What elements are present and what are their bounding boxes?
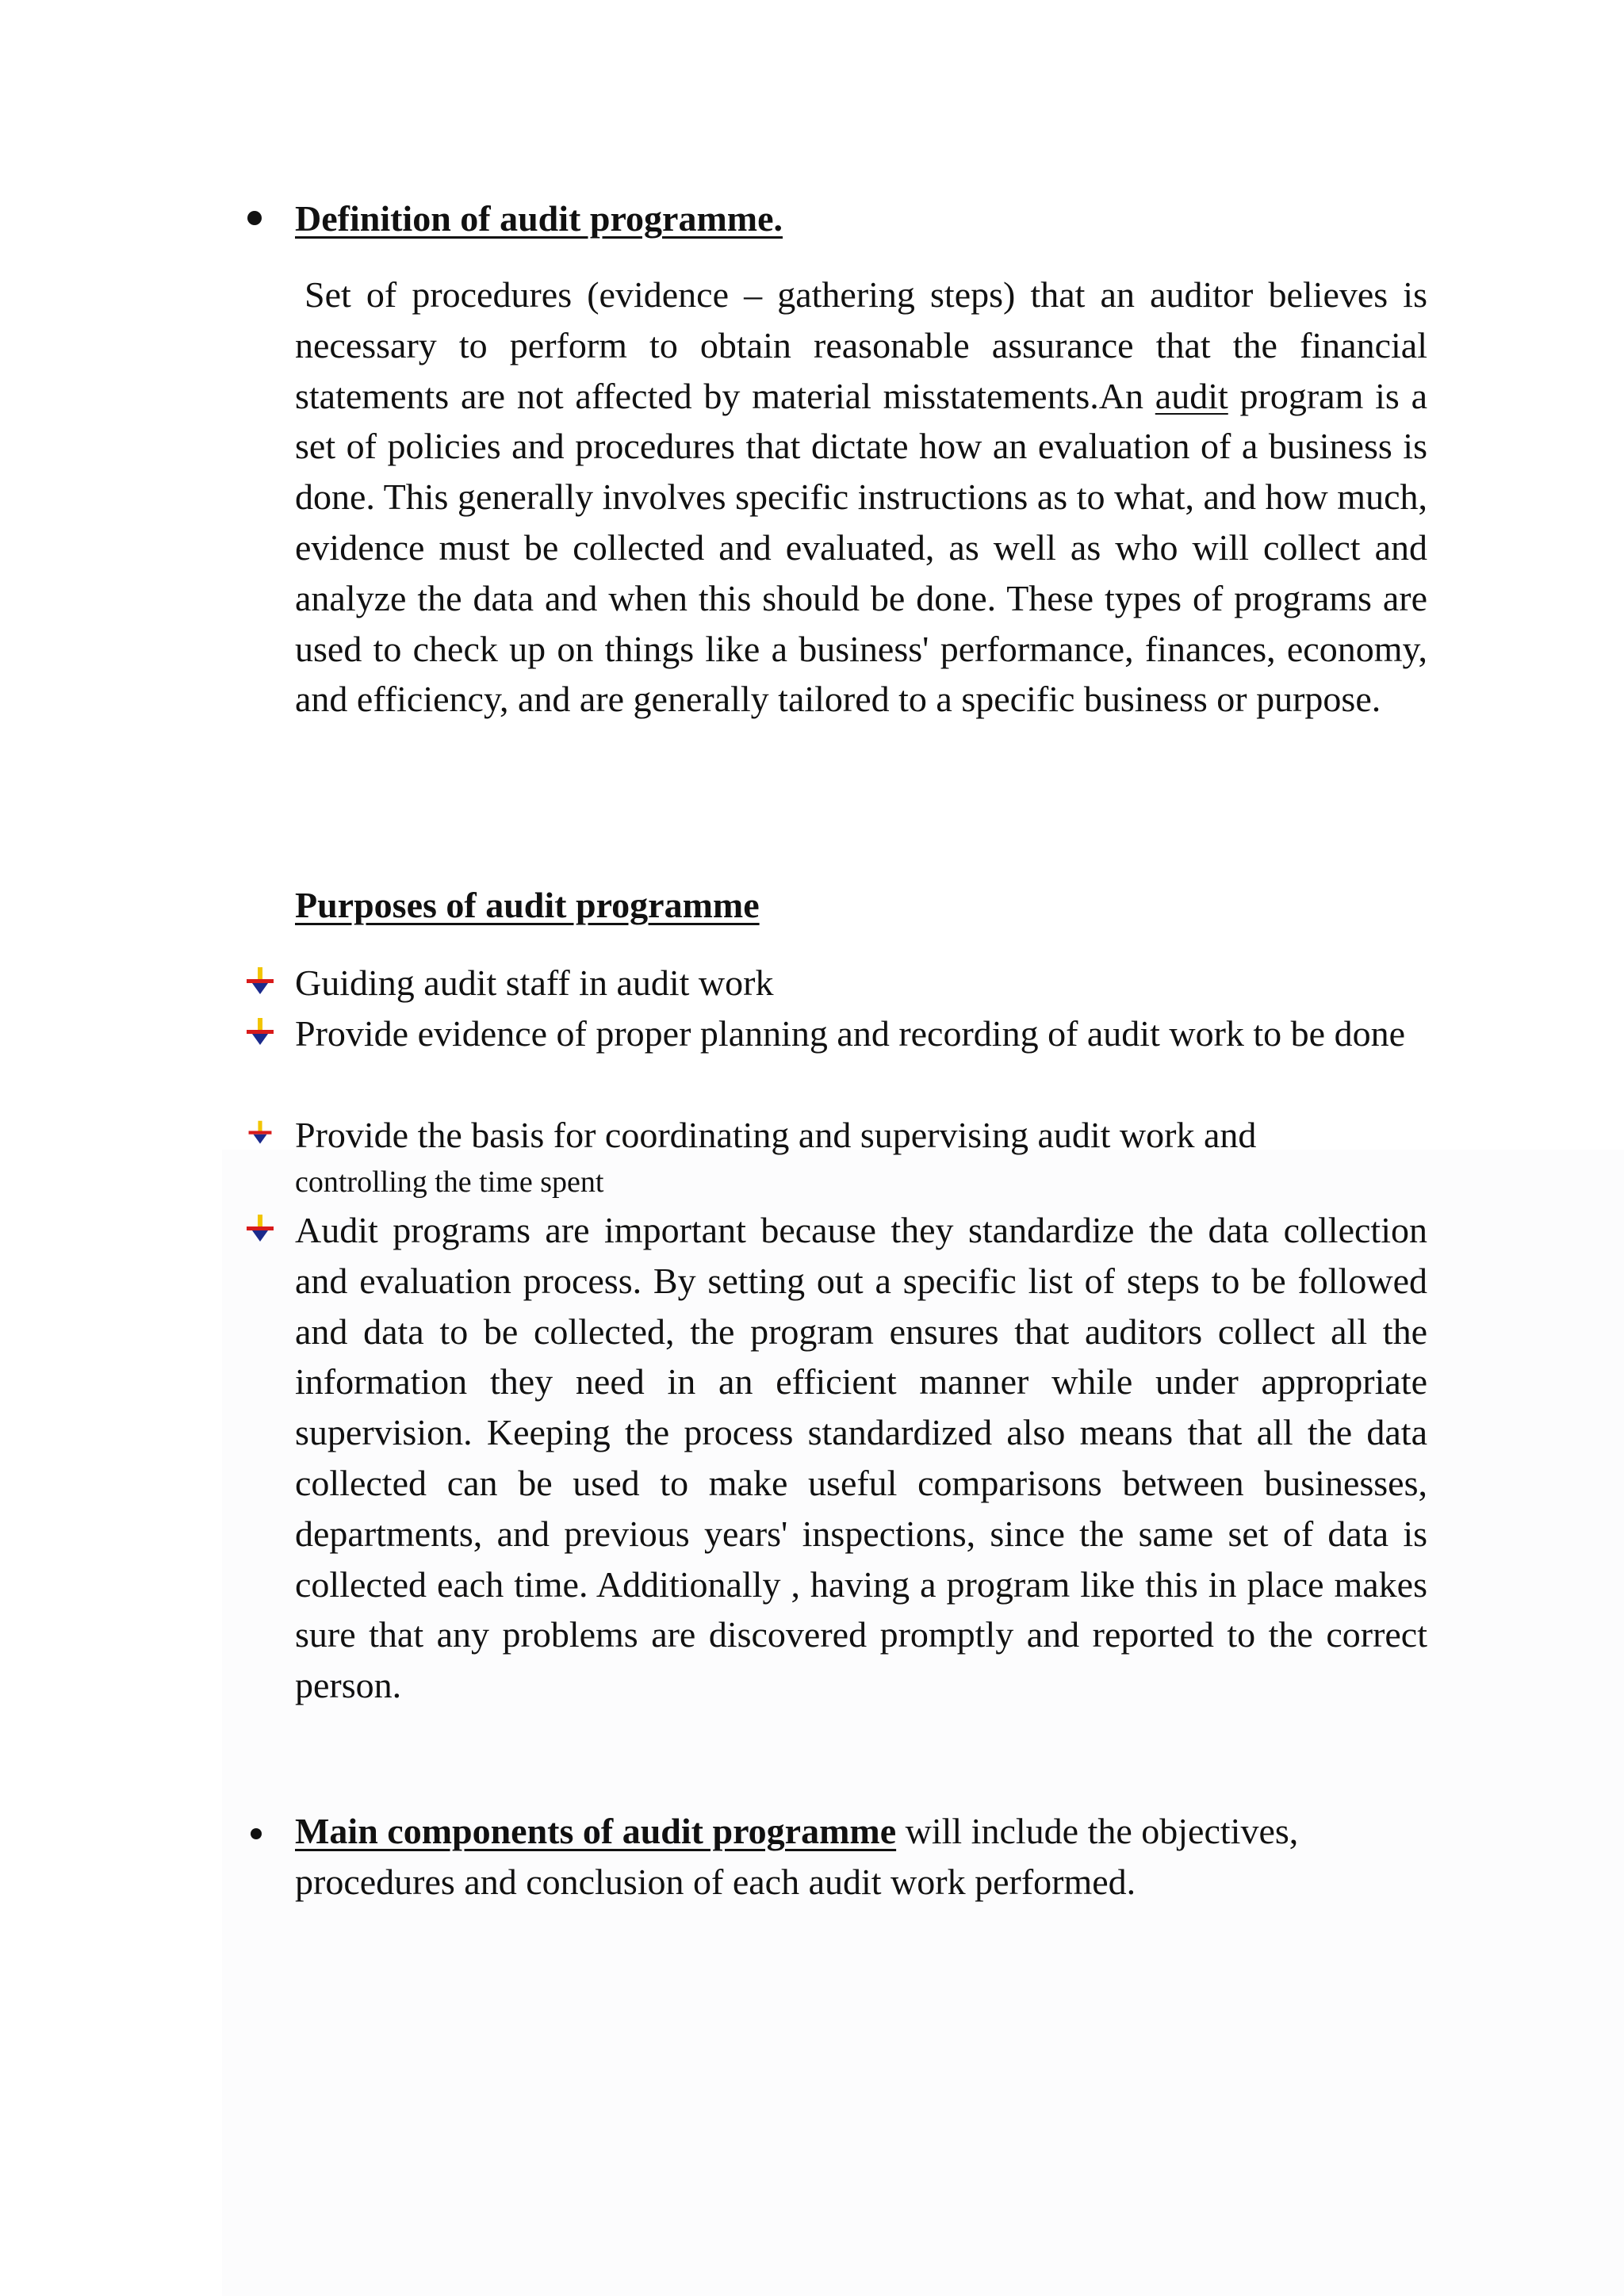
purpose-item — [295, 1110, 1427, 1203]
arrow-bullet-icon — [244, 966, 276, 997]
purpose-item: Audit programs are important because they standardize the data collection and evaluation process. By setting out a specific list of steps to be followed and data to be collected, the program ensures that auditors collect all the information they need in an efficient manner while under appropriate supervision. Keeping the process standardized also means that all the data collected can be used to make useful comparisons between businesses, departments, and previous years' inspections, since the same set of data is collected each time. Additionally , having a program like this in place makes sure that any problems are discovered promptly and reported to the correct person. — [295, 1210, 1427, 1706]
definition-heading: Definition of audit programme. — [295, 198, 783, 239]
components-text: will include the objectives, procedures and conclusion of each audit work performed. — [295, 1811, 1299, 1902]
bullet-dot-icon — [251, 1828, 262, 1839]
purpose-item: Provide evidence of proper planning and recording of audit work to be done — [295, 1013, 1406, 1054]
arrow-bullet-icon — [244, 1213, 276, 1245]
arrow-bullet-icon — [247, 1119, 274, 1146]
components-paragraph — [295, 1806, 1427, 1908]
purposes-heading: Purposes of audit programme — [295, 885, 760, 925]
purpose-item: Guiding audit staff in audit work — [295, 962, 774, 1003]
definition-text-end: program is a set of policies and procedures that dictate how an evaluation of a business is done. This generally involves specific instructions as to what, and how much, evidence must be collected and evaluated, as well as who will collect and analyze the data and when this should be done. These types of programs are used to check up on things like a business' performance, finances, economy, and efficiency, and are generally tailored to a specific business or purpose. — [295, 375, 1427, 720]
bullet-dot-icon — [247, 211, 262, 225]
components-heading: Main components of audit programme — [295, 1811, 897, 1851]
audit-link[interactable]: audit — [1155, 375, 1228, 416]
purpose-item-continuation: controlling the time spent — [295, 1165, 604, 1199]
definition-text-start: Set of procedures (evidence – gathering steps) that an auditor believes is necessary to perform to obtain reasonable assurance that the financial statements are not affected by material misstatements.An — [295, 274, 1427, 416]
definition-paragraph — [295, 270, 1427, 725]
purpose-item-text: Provide the basis for coordinating and supervising audit work and — [295, 1115, 1257, 1155]
arrow-bullet-icon — [244, 1016, 276, 1048]
